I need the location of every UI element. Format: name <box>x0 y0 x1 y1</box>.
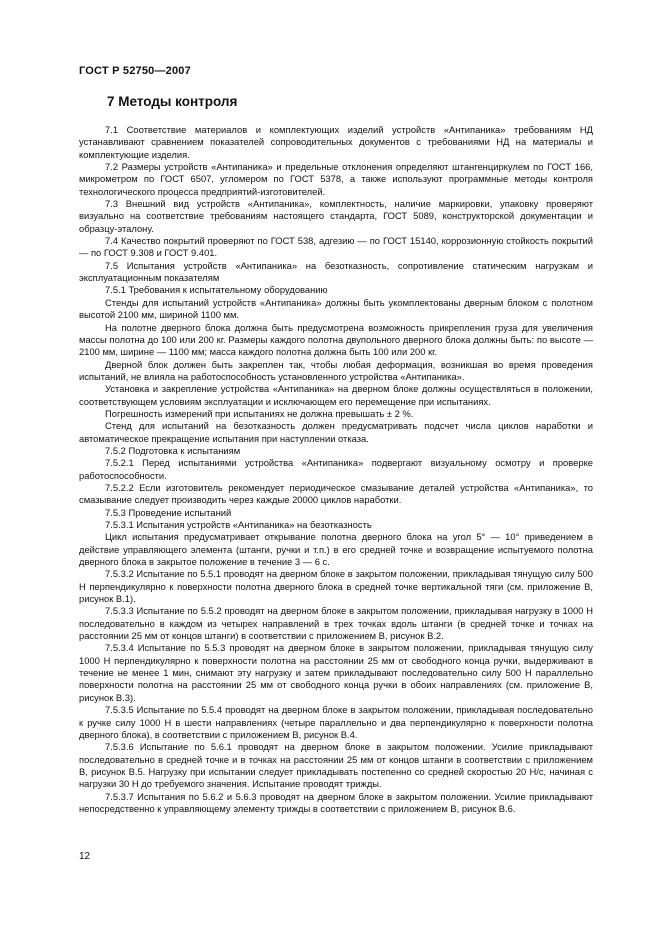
paragraph: На полотне дверного блока должна быть предусмотрена возможность прикрепления груза для увеличения массы полотна до 100 или 200 кг. Размеры каждого полотна двупольного дверного блока должны быть: по высоте — 2100 мм, ширине — 1100 мм; масса каждого полотна должна быть 100 или 200 кг. <box>79 321 593 358</box>
paragraph: 7.1 Соответствие материалов и комплектующих изделий устройств «Антипаника» требованиям НД устанавливают сравнением показателей сопроводительных документов с требованиями НД на материалы и комплектующие изделия. <box>79 124 593 160</box>
paragraph: 7.5.3.6 Испытание по 5.6.1 проводят на дверном блоке в закрытом положении. Усилие прикладывают последовательно в средней точке и в точках на расстоянии 25 мм от концов штанги в соответствии с приложением В, рисунок В.5. Нагрузку при испытании следует прикладывать постепенно со средней скоростью 20 Н/с, начиная с нагрузки 30 Н до требуемого значения. Испытание проводят трижды. <box>79 741 593 790</box>
paragraph: Установка и закрепление устройства «Антипаника» на дверном блоке должны осуществляться в положении, соответствующем условиям эксплуатации и исключающем его перемещение при испытаниях. <box>79 383 593 407</box>
paragraph: 7.5.3.5 Испытание по 5.5.4 проводят на дверном блоке в закрытом положении, прикладывая последовательно к ручке силу 1000 Н в шести направлениях (четыре параллельно и два перпендикулярно к поверхности полотна дверного блока), в соответствии с приложением В, рисунок В.4. <box>79 704 593 740</box>
running-header: ГОСТ Р 52750—2007 <box>79 65 191 77</box>
paragraph: 7.5.2.1 Перед испытаниями устройства «Антипаника» подвергают визуальному осмотру и проверке работоспособности. <box>79 457 593 481</box>
paragraph: Стенд для испытаний на безотказность должен предусматривать подсчет числа циклов наработки и автоматическое прекращение испытания при наступлении отказа. <box>79 420 593 444</box>
paragraph: 7.5.1 Требования к испытательному оборудованию <box>105 284 328 296</box>
paragraph: 7.5 Испытания устройств «Антипаника» на безотказность, сопротивление статическим нагрузкам и эксплуатационным показателям <box>79 259 593 284</box>
paragraph: Цикл испытания предусматривает открывание полотна дверного блока на угол 5° — 10° приведением в действие управляющего элемента (штанги, ручки и т.п.) в его средней точке и возвращение испытуемого полотна дверного блока в закрытое положение в течение 3 — 6 с. <box>79 531 593 568</box>
paragraph: 7.5.3.4 Испытание по 5.5.3 проводят на дверном блоке в закрытом положении, прикладывая тянущую силу 1000 Н перпендикулярно к поверхности полотна на расстоянии 25 мм от свободного конца ручки, выдерживают в течение не менее 1 мин, снимают эту нагрузку и затем прикладывают последовательно силу 500 Н параллельно поверхности полотна на расстоянии 25 мм от свободного конца ручки в обоих направлениях (см. приложение В, рисунок В.3). <box>79 642 593 703</box>
section-title: 7 Методы контроля <box>107 94 238 109</box>
paragraph: 7.5.3 Проведение испытаний <box>105 506 232 518</box>
paragraph: Стенды для испытаний устройств «Антипаника» должны быть укомплектованы дверным блоком с полотном высотой 2100 мм, шириной 1100 мм. <box>79 296 593 321</box>
paragraph: 7.5.3.1 Испытания устройств «Антипаника» на безотказность <box>105 519 372 530</box>
section-body <box>79 124 593 815</box>
paragraph: 7.5.3.2 Испытание по 5.5.1 проводят на дверном блоке в закрытом положении, прикладывая тянущую силу 500 Н перпендикулярно к поверхности полотна дверного блока в средней точке вертикальной тяги (см. приложение В, рисунок В.1). <box>79 568 593 605</box>
paragraph: 7.5.2.2 Если изготовитель рекомендует периодическое смазывание деталей устройства «Антипаника», то смазывание следует производить через каждые 20000 циклов наработки. <box>79 481 593 506</box>
paragraph: 7.5.3.3 Испытание по 5.5.2 проводят на дверном блоке в закрытом положении, прикладывая нагрузку в 1000 Н последовательно в каждом из четырех направлений в трех точках вдоль штанги (в средней точке и точках на расстоянии 25 мм от концов штанги) в соответствии с приложением В, рисунок В.2. <box>79 605 593 642</box>
paragraph: 7.4 Качество покрытий проверяют по ГОСТ 538, адгезию — по ГОСТ 15140, коррозионную стойкость покрытий — по ГОСТ 9.308 и ГОСТ 9.401. <box>79 235 593 259</box>
page-number: 12 <box>79 851 91 862</box>
paragraph: 7.5.2 Подготовка к испытаниям <box>105 444 241 456</box>
paragraph: Погрешность измерений при испытаниях не должна превышать ± 2 %. <box>105 407 414 419</box>
paragraph: 7.3 Внешний вид устройств «Антипаника», комплектность, наличие маркировки, упаковку проверяют визуально на соответствие требованиям настоящего стандарта, ГОСТ 5089, конструкторской документации и образцу-эталону. <box>79 198 593 234</box>
paragraph: 7.2 Размеры устройств «Антипаника» и предельные отклонения определяют штангенциркулем по ГОСТ 166, микрометром по ГОСТ 6507, угломером по ГОСТ 5378, а также используют программные методы контроля технологического процесса предприятий-изготовителей. <box>79 161 593 197</box>
paragraph: Дверной блок должен быть закреплен так, чтобы любая деформация, возникшая во время проведения испытаний, не влияла на работоспособность установленного устройства «Антипаника». <box>79 358 593 382</box>
paragraph: 7.5.3.7 Испытания по 5.6.2 и 5.6.3 проводят на дверном блоке в закрытом положении. Усилие прикладывают непосредственно к управляющему элементу трижды в соответствии с приложением В, рисунок В.6. <box>79 790 593 814</box>
